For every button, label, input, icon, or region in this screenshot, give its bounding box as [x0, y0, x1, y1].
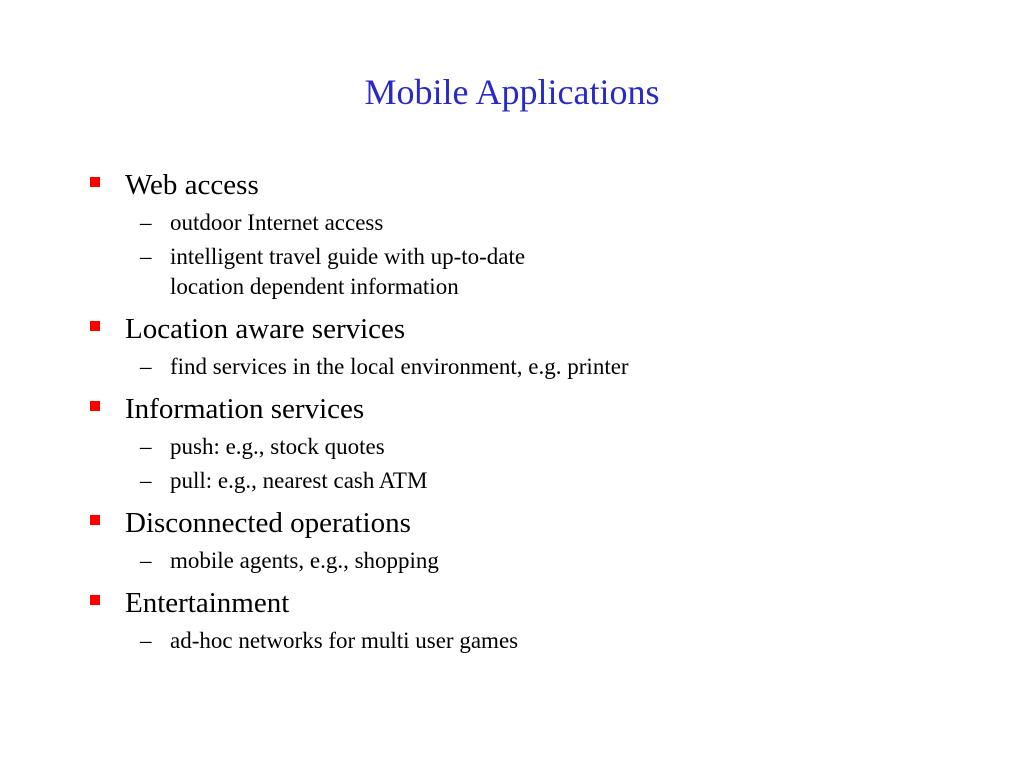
bullet-item-head [88, 310, 968, 348]
square-bullet-icon [90, 401, 100, 411]
sub-bullet-text: find services in the local environment, e.g. printer [170, 354, 629, 379]
sub-bullet-item [88, 546, 968, 576]
sub-bullet-item [88, 466, 968, 496]
bullet-label: Disconnected operations [125, 507, 411, 539]
bullet-label: Entertainment [125, 587, 290, 619]
bullet-item-head [88, 166, 968, 204]
sub-bullet-text: location dependent information [170, 274, 459, 299]
bullet-item [88, 390, 968, 496]
bullet-label: Location aware services [125, 313, 406, 345]
square-bullet-icon [90, 595, 100, 605]
dash-bullet-icon: – [140, 210, 152, 235]
bullet-item-head [88, 390, 968, 428]
dash-bullet-icon: – [140, 354, 152, 379]
square-bullet-icon [90, 177, 100, 187]
bullet-item [88, 584, 968, 656]
square-bullet-icon [90, 515, 100, 525]
bullet-item [88, 310, 968, 382]
square-bullet-icon [90, 321, 100, 331]
dash-bullet-icon: – [140, 468, 152, 493]
dash-bullet-icon: – [140, 434, 152, 459]
sub-bullet-item [88, 432, 968, 462]
sub-bullet-text: pull: e.g., nearest cash ATM [170, 468, 428, 493]
bullet-item-head [88, 584, 968, 622]
bullet-label: Information services [125, 393, 365, 425]
bullet-list [88, 166, 968, 664]
dash-bullet-icon: – [140, 548, 152, 573]
bullet-item-head [88, 504, 968, 542]
sub-bullet-item [88, 626, 968, 656]
bullet-label: Web access [125, 169, 259, 201]
sub-bullet-item [88, 208, 968, 238]
sub-bullet-text: outdoor Internet access [170, 210, 384, 235]
sub-bullet-text: ad-hoc networks for multi user games [170, 628, 519, 653]
dash-bullet-icon: – [140, 244, 152, 269]
sub-bullet-text: mobile agents, e.g., shopping [170, 548, 439, 573]
dash-bullet-icon: – [140, 628, 152, 653]
slide-title: Mobile Applications [364, 72, 660, 112]
sub-bullet-item [88, 352, 968, 382]
sub-bullet-item [88, 242, 968, 302]
bullet-item [88, 166, 968, 302]
sub-bullet-text: push: e.g., stock quotes [170, 434, 385, 459]
sub-bullet-text: intelligent travel guide with up-to-date [170, 244, 526, 269]
bullet-item [88, 504, 968, 576]
